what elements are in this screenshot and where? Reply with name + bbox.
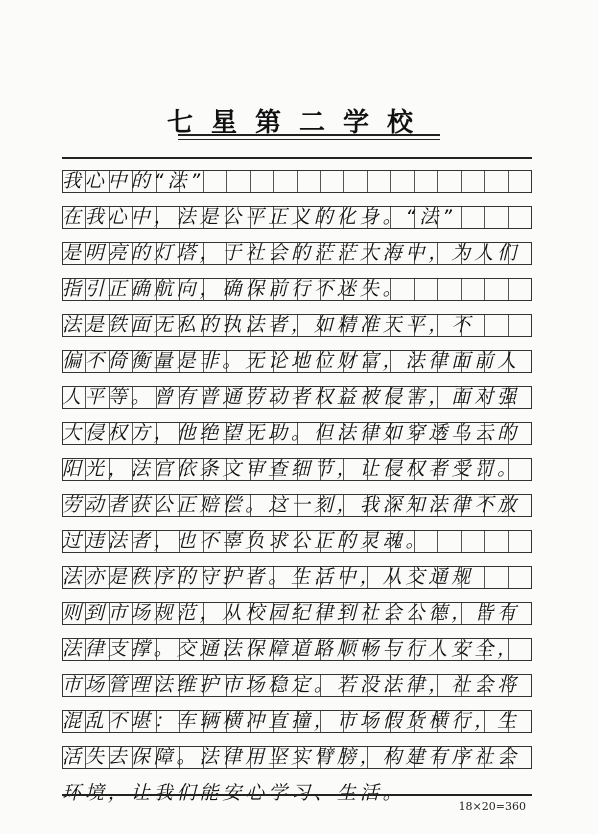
essay-title: 我心中的“法”: [62, 170, 204, 192]
essay-line: 指引正确航向，确保前行不迷失。: [62, 278, 406, 300]
essay-line: 在我心中，法是公平正义的化身。“法”: [62, 206, 456, 228]
essay-line: 市场管理法维护市场稳定。若没法律，社会将: [62, 674, 521, 696]
top-divider: [62, 157, 532, 159]
essay-line: 偏不倚衡量是非。无论地位财富，法律面前人: [62, 350, 521, 372]
essay-line: 法亦是秩序的守护者。生活中，从交通规: [62, 566, 475, 588]
title-underline-thin: [178, 139, 440, 140]
essay-line: 法是铁面无私的执法者，如精准天平，不: [62, 314, 475, 336]
essay-line: 环境，让我们能安心学习、生活。: [62, 782, 406, 804]
essay-line: 活失去保障。法律用坚实臂膀，构建有序社会: [62, 746, 521, 768]
grid-count-label: 18×20=360: [458, 800, 526, 813]
essay-line: 是明亮的灯塔，于社会的茫茫大海中，为人们: [62, 242, 521, 264]
essay-line: 过违法者，也不辜负求公正的灵魂。: [62, 530, 429, 552]
essay-line: 人平等。曾有普通劳动者权益被侵害，面对强: [62, 386, 521, 408]
bottom-divider: [62, 794, 532, 796]
essay-line: 阳光，法官依条文审查细节，让侵权者受罚。: [62, 458, 521, 480]
essay-line: 大侵权方，他绝望无助。但法律如穿透乌云的: [62, 422, 521, 444]
essay-line: 法律支撑。交通法保障道路顺畅与行人安全，: [62, 638, 521, 660]
essay-line: 则到市场规范，从校园纪律到社会公德，皆有: [62, 602, 521, 624]
title-underline: [178, 134, 440, 136]
essay-line: 劳动者获公正赔偿。这一刻，我深知法律不放: [62, 494, 521, 516]
school-title: 七星第二学校: [166, 108, 431, 138]
essay-line: 混乱不堪：车辆横冲直撞，市场假货横行，生: [62, 710, 521, 732]
